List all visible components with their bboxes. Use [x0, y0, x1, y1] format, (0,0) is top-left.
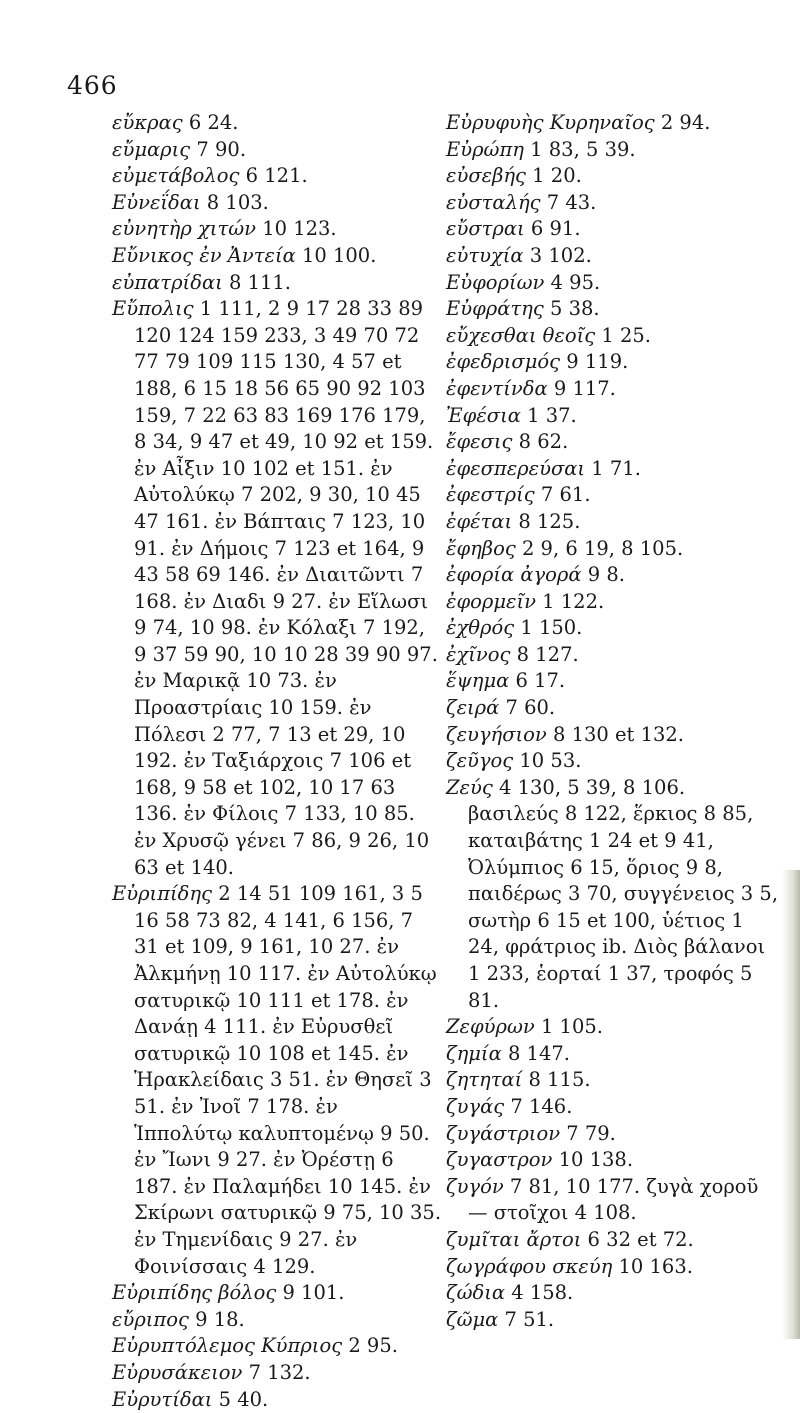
index-entry-headword: ζειρά — [446, 696, 499, 719]
index-entry-references: 6 32 et 72. — [581, 1228, 693, 1251]
page-edge-shadow — [782, 870, 800, 1339]
index-entry-headword: ἐχῖνος — [446, 643, 510, 666]
index-entry-references: 9 8. — [582, 563, 625, 586]
index-entry-headword: ζῶμα — [446, 1308, 498, 1331]
index-entry-headword: ἐφεντίνδα — [446, 377, 548, 400]
index-entry-headword: Εὐρυπτόλεμος Κύπριος — [112, 1334, 342, 1357]
index-entry-references: 9 18. — [189, 1308, 245, 1331]
index-entry-references: 1 37. — [521, 404, 577, 427]
index-entry — [446, 1227, 780, 1254]
page-number: 466 — [67, 71, 118, 100]
index-entry-headword: Εὐνεΐδαι — [112, 191, 201, 214]
index-entry-headword: Εὐφράτης — [446, 297, 544, 320]
index-entry — [446, 323, 780, 350]
index-entry — [446, 1174, 780, 1227]
index-entry — [446, 1094, 780, 1121]
index-entry-references: 6 17. — [509, 669, 565, 692]
index-entry-references: 8 147. — [502, 1042, 570, 1065]
index-entry — [446, 243, 780, 270]
index-entry-references: 10 138. — [552, 1148, 633, 1171]
index-entry-headword: ζυγαστρον — [446, 1148, 552, 1171]
index-entry — [446, 589, 780, 616]
index-entry-headword: Ζεύς — [446, 776, 493, 799]
index-entry — [446, 536, 780, 563]
index-entry-headword: ἐφεδρισμός — [446, 350, 560, 373]
index-entry-headword: ἐφέται — [446, 510, 512, 533]
index-entry-references: 1 71. — [585, 457, 641, 480]
index-entry — [112, 1360, 442, 1387]
index-entry — [112, 270, 442, 297]
index-entry-headword: ζωγράφου σκεύη — [446, 1255, 612, 1278]
index-entry — [446, 748, 780, 775]
index-entry-references: 1 111, 2 9 17 28 33 89 120 124 159 233, 3 49 70 72 77 79 109 115 130, 4 57 et 188, 6 15 18 56 65 90 92 103 159, 7 22 63 83 169 176 179, 8 34, 9 47 et 49, 10 92 et 159. ἐν Αἶξιν 10 102 et 151. ἐν Αὐτολύκῳ 7 202, 9 30, 10 45 47 161. ἐν Βάπταις 7 123, 10 91. ἐν Δήμοις 7 123 et 164, 9 43 58 69 146. ἐν Διαιτῶντι 7 168. ἐν Διαδι 9 27. ἐν Εἵλωσι 9 74, 10 98. ἐν Κόλαξι 7 192, 9 37 59 90, 10 10 28 39 90 97. ἐν Μαρικᾷ 10 73. ἐν Προαστρίαις 10 159. ἐν Πόλεσι 2 77, 7 13 et 29, 10 192. ἐν Ταξιάρχοις 7 106 et 168, 9 58 et 102, 10 17 63 136. ἐν Φίλοις 7 133, 10 85. ἐν Χρυσῷ γένει 7 86, 9 26, 10 63 et 140. — [134, 297, 438, 878]
index-entry-references: 1 20. — [526, 164, 582, 187]
index-entry — [112, 163, 442, 190]
index-entry — [446, 695, 780, 722]
index-entry-references: 7 43. — [541, 191, 597, 214]
index-entry — [446, 509, 780, 536]
index-entry-headword: ζυγάς — [446, 1095, 504, 1118]
index-entry — [112, 881, 442, 1280]
index-entry-references: 10 100. — [296, 244, 377, 267]
index-entry-references: 7 61. — [535, 483, 591, 506]
index-entry — [446, 429, 780, 456]
index-entry-headword: εὐμετάβολος — [112, 164, 239, 187]
index-entry-references: 9 117. — [548, 377, 616, 400]
index-entry-references: 10 163. — [612, 1255, 693, 1278]
index-entry-references: 7 146. — [504, 1095, 572, 1118]
index-entry — [446, 376, 780, 403]
index-entry-headword: Εὐρυσάκειον — [112, 1361, 242, 1384]
index-entry — [446, 1147, 780, 1174]
index-entry-references: 4 158. — [505, 1281, 573, 1304]
index-entry — [446, 216, 780, 243]
index-entry-headword: Εὐφορίων — [446, 271, 544, 294]
index-entry — [446, 1067, 780, 1094]
index-entry-references: 8 111. — [223, 271, 291, 294]
index-entry-headword: Εὐρώπη — [446, 138, 524, 161]
index-entry-headword: εὐπατρίδαι — [112, 271, 223, 294]
index-entry-references: 3 102. — [524, 244, 592, 267]
index-entry-headword: εὔστραι — [446, 217, 525, 240]
index-entry-references: 8 125. — [512, 510, 580, 533]
index-entry — [446, 403, 780, 430]
index-entry-references: 1 25. — [595, 324, 651, 347]
index-entry — [446, 615, 780, 642]
index-entry-references: 6 121. — [239, 164, 307, 187]
index-entry — [446, 1041, 780, 1068]
index-column-right — [446, 110, 780, 1333]
index-entry — [446, 722, 780, 749]
index-entry-headword: ζυγάστριον — [446, 1122, 560, 1145]
index-entry — [446, 1014, 780, 1041]
index-entry-headword: Ἐφέσια — [446, 404, 521, 427]
index-entry-references: 8 103. — [201, 191, 269, 214]
index-entry — [112, 110, 442, 137]
index-entry-references: 10 53. — [513, 749, 581, 772]
index-entry-headword: εὐνητὴρ χιτών — [112, 217, 256, 240]
index-entry — [446, 1121, 780, 1148]
index-entry-headword: Εὔπολις — [112, 297, 194, 320]
index-entry-headword: εὔχεσθαι θεοῖς — [446, 324, 595, 347]
index-entry-headword: Ζεφύρων — [446, 1015, 535, 1038]
index-entry-references: 8 115. — [522, 1068, 590, 1091]
index-entry — [446, 1254, 780, 1281]
index-entry-references: 6 24. — [183, 111, 239, 134]
index-entry-references: 6 91. — [525, 217, 581, 240]
index-column-left — [112, 110, 442, 1413]
index-entry-references: 1 150. — [514, 616, 582, 639]
index-entry-references: 1 105. — [535, 1015, 603, 1038]
index-entry-headword: ζυμῖται ἄρτοι — [446, 1228, 581, 1251]
index-entry-headword: ἐφορμεῖν — [446, 590, 536, 613]
index-entry-references: 1 122. — [536, 590, 604, 613]
index-entry-headword: ἐφεσπερεύσαι — [446, 457, 585, 480]
index-entry-references: 5 38. — [544, 297, 600, 320]
index-entry-references: 2 94. — [655, 111, 711, 134]
index-entry-headword: ἐφεστρίς — [446, 483, 535, 506]
index-entry-references: 2 14 51 109 161, 3 5 16 58 73 82, 4 141, 6 156, 7 31 et 109, 9 161, 10 27. ἐν Ἀλκμήνῃ 10 117. ἐν Αὐτολύκῳ σατυρικῷ 10 111 et 178. ἐν Δανάῃ 4 111. ἐν Εὐρυσθεῖ σατυρικῷ 10 108 et 145. ἐν Ἡρακλείδαις 3 51. ἐν Θησεῖ 3 51. ἐν Ἰνοῖ 7 178. ἐν Ἱππολύτῳ καλυπτομένῳ 9 50. ἐν Ἴωνι 9 27. ἐν Ὀρέστῃ 6 187. ἐν Παλαμήδει 10 145. ἐν Σκίρωνι σατυρικῷ 9 75, 10 35. ἐν Τημενίδαις 9 27. ἐν Φοινίσσαις 4 129. — [134, 882, 441, 1277]
index-entry — [446, 137, 780, 164]
index-entry-headword: Εὐρυτίδαι — [112, 1388, 212, 1411]
index-entry-references: 7 132. — [242, 1361, 310, 1384]
index-entry-headword: εὔριπος — [112, 1308, 189, 1331]
index-entry-references: 9 101. — [276, 1281, 344, 1304]
index-entry-references: 7 60. — [499, 696, 555, 719]
index-entry-headword: ζημία — [446, 1042, 502, 1065]
index-entry — [112, 137, 442, 164]
index-entry-headword: ἔφηβος — [446, 537, 516, 560]
index-entry — [446, 1280, 780, 1307]
index-entry — [112, 1307, 442, 1334]
index-entry — [112, 1333, 442, 1360]
index-entry — [446, 775, 780, 1014]
index-entry-headword: ζευγήσιον — [446, 723, 547, 746]
index-entry-references: 8 62. — [512, 430, 568, 453]
index-entry — [112, 216, 442, 243]
index-entry — [446, 642, 780, 669]
index-entry-references: 8 127. — [510, 643, 578, 666]
index-entry-references: 1 83, 5 39. — [524, 138, 636, 161]
index-entry-headword: ζώδια — [446, 1281, 505, 1304]
index-entry-headword: ἐφορία ἀγορά — [446, 563, 582, 586]
index-entry — [446, 190, 780, 217]
index-entry — [446, 562, 780, 589]
index-entry-references: 8 130 et 132. — [547, 723, 684, 746]
index-entry-headword: Εὐριπίδης — [112, 882, 212, 905]
index-entry — [446, 349, 780, 376]
index-entry-references: 7 90. — [190, 138, 246, 161]
index-entry-references: 4 130, 5 39, 8 106. βασιλεύς 8 122, ἕρκιος 8 85, καταιβάτης 1 24 et 9 41, Ὀλύμπιος 6 15, ὅριος 9 8, παιδέρως 3 70, συγγένειος 3 5, σωτὴρ 6 15 et 100, ὑέτιος 1 24, φράτριος ib. Διὸς βάλανοι 1 233, ἑορταί 1 37, τροφός 5 81. — [468, 776, 778, 1012]
index-entry-references: 10 123. — [256, 217, 337, 240]
index-entry — [446, 456, 780, 483]
index-entry-headword: εὐσεβής — [446, 164, 526, 187]
index-entry — [446, 110, 780, 137]
index-entry — [446, 482, 780, 509]
index-entry-headword: ζητηταί — [446, 1068, 522, 1091]
index-entry-headword: εὐσταλής — [446, 191, 541, 214]
index-entry-headword: εὔκρας — [112, 111, 183, 134]
index-entry — [112, 1280, 442, 1307]
index-entry-headword: εὐτυχία — [446, 244, 524, 267]
index-entry — [112, 296, 442, 881]
index-entry-references: 2 9, 6 19, 8 105. — [516, 537, 683, 560]
index-entry-headword: Εὔνικος ἐν Ἀντεία — [112, 244, 296, 267]
index-entry — [446, 668, 780, 695]
index-entry — [112, 243, 442, 270]
index-entry-headword: ἕψημα — [446, 669, 509, 692]
index-entry-references: 5 40. — [212, 1388, 268, 1411]
index-entry — [446, 163, 780, 190]
index-entry-headword: ζεῦγος — [446, 749, 513, 772]
index-entry-headword: Εὐριπίδης βόλος — [112, 1281, 276, 1304]
index-entry-headword: εὔμαρις — [112, 138, 190, 161]
index-entry-references: 7 81, 10 177. ζυγὰ χοροῦ — στοῖχοι 4 108. — [468, 1175, 758, 1225]
index-entry — [446, 296, 780, 323]
index-entry-references: 9 119. — [560, 350, 628, 373]
index-entry-references: 7 51. — [498, 1308, 554, 1331]
index-entry-headword: ἐχθρός — [446, 616, 514, 639]
index-entry-headword: Εὐρυφυὴς Κυρηναῖος — [446, 111, 655, 134]
index-entry — [112, 1387, 442, 1413]
index-entry-references: 7 79. — [560, 1122, 616, 1145]
index-entry-references: 2 95. — [342, 1334, 398, 1357]
index-entry — [112, 190, 442, 217]
index-entry — [446, 270, 780, 297]
index-entry-headword: ἔφεσις — [446, 430, 512, 453]
index-entry-references: 4 95. — [544, 271, 600, 294]
index-entry-headword: ζυγόν — [446, 1175, 504, 1198]
index-entry — [446, 1307, 780, 1334]
